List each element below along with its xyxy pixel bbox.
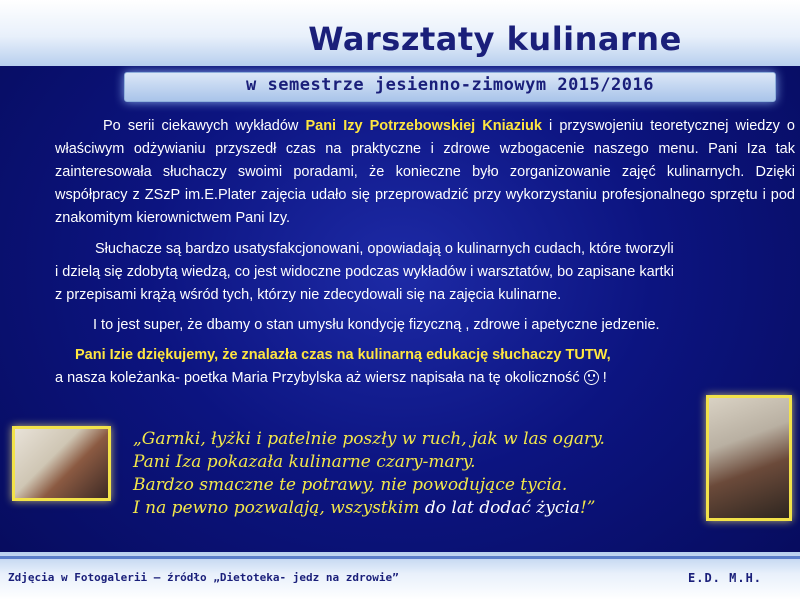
poem-text: I na pewno pozwalają, wszystkim [133, 498, 425, 518]
paragraph-line: Słuchacze są bardzo usatysfakcjonowani, opowiadają o kulinarnych cudach, które tworzyli [95, 241, 674, 257]
footer-source: Zdjęcia w Fotogalerii – źródło „Dietoteka- jedz na zdrowie” [8, 571, 399, 584]
kitchen-photo-left [12, 426, 111, 501]
kitchen-photo-right [706, 395, 792, 521]
smiley-icon [584, 370, 599, 385]
poem-line: Bardzo smaczne te potrawy, nie powodujące tycia. [133, 475, 568, 495]
poem-line: Pani Iza pokazała kulinarne czary-mary. [133, 452, 476, 472]
comma: , [606, 347, 611, 363]
exclamation: ! [598, 370, 607, 386]
paragraph-text: Po serii ciekawych wykładów [103, 118, 306, 134]
poem-line [133, 497, 713, 520]
page-title: Warsztaty kulinarne [308, 20, 682, 58]
footer-divider [0, 556, 800, 559]
poem-emphasis: do lat dodać życia [424, 498, 580, 518]
highlight-name: Pani Izy Potrzebowskiej Kniaziuk [305, 118, 542, 134]
paragraph-line: z przepisami krążą wśród tych, którzy nie zdecydowali się na zajęcia kulinarne. [55, 287, 562, 303]
body-text [55, 115, 795, 390]
paragraph-feedback [55, 238, 795, 307]
poem-text: !” [579, 498, 596, 518]
footer-authors: E.D. M.H. [688, 571, 763, 585]
subtitle: w semestrze jesienno-zimowym 2015/2016 [246, 75, 654, 95]
poem-line: „Garnki, łyżki i patelnie poszły w ruch, jak w las ogary. [133, 429, 605, 449]
subtitle-bar [124, 72, 776, 102]
paragraph-text: i przyswojeniu teoretycznej wiedzy o właściwym odżywianiu przyszedł czas na praktyczne i zdrowe wzbogacenie naszego menu. Pani Iza tak zainteresowała słuchaczy swoimi poradami, że konieczne było zorganizowanie zajęć kulinarnych. Dzięki współpracy z ZSzP im.E.Plater zajęcia udało się przeprowadzić przy wykorzystaniu profesjonalnego sprzętu i pod znakomitym kierownictwem Pani Izy. [55, 118, 795, 226]
thanks-highlight: Pani Izie dziękujemy, że znalazła czas na kulinarną edukację słuchaczy TUTW [75, 347, 607, 363]
paragraph-summary: I to jest super, że dbamy o stan umysłu kondycję fizyczną , zdrowe i apetyczne jedzenie. [93, 317, 660, 333]
paragraph-line: i dzielą się zdobytą wiedzą, co jest widoczne podczas wykładów i warsztatów, bo zapisane kartki [55, 264, 674, 280]
paragraph-intro [55, 115, 795, 230]
thanks-line: a nasza koleżanka- poetka Maria Przybylska aż wiersz napisała na tę okoliczność [55, 370, 580, 386]
poem [133, 428, 713, 520]
paragraph-thanks [55, 344, 795, 390]
